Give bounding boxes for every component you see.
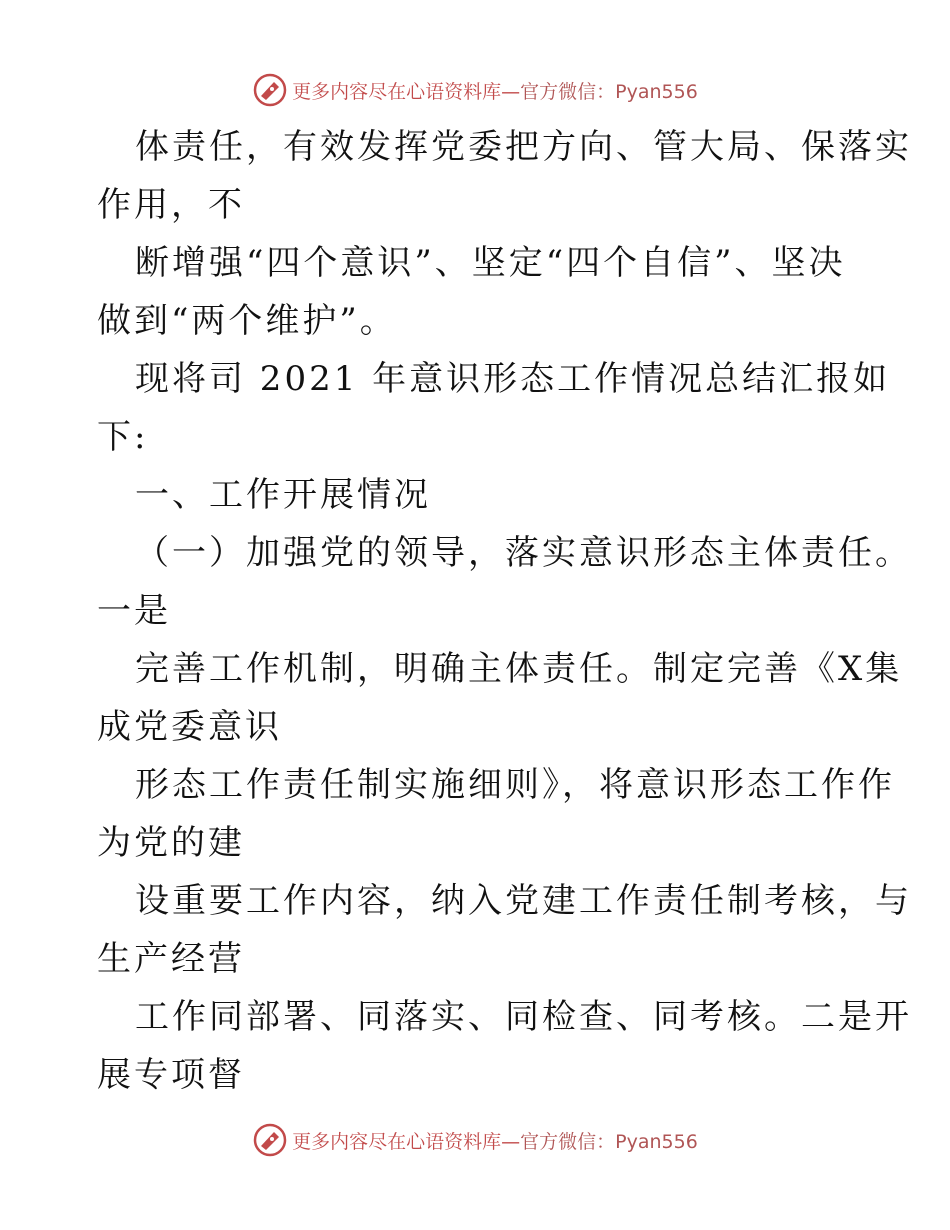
pen-nib-logo-icon — [252, 72, 288, 108]
text-line: 展专项督 — [97, 1055, 245, 1095]
section-heading: 一、工作开展情况 — [135, 475, 431, 515]
text-line: 生产经营 — [97, 939, 245, 979]
banner-site-text: 更多内容尽在心语资料库— — [292, 1130, 521, 1153]
text-line: 断增强“四个意识”、坚定“四个自信”、坚决 — [135, 243, 846, 283]
banner-wechat-text: 官方微信：Pyan556 — [520, 80, 698, 103]
text-line: 作用，不 — [97, 185, 245, 225]
text-line: 工作同部署、同落实、同检查、同考核。二是开 — [135, 997, 912, 1037]
text-line: 成党委意识 — [97, 707, 282, 747]
text-line: 完善工作机制，明确主体责任。制定完善《X集 — [135, 649, 903, 689]
text-line: 做到“两个维护”。 — [97, 301, 397, 341]
banner-site-text: 更多内容尽在心语资料库— — [292, 80, 521, 103]
text-line: 设重要工作内容，纳入党建工作责任制考核，与 — [135, 881, 912, 921]
document-body — [97, 118, 912, 1104]
header-banner — [0, 70, 950, 110]
pen-nib-logo-icon — [252, 1122, 288, 1158]
text-line: 形态工作责任制实施细则》，将意识形态工作作 — [135, 765, 895, 805]
text-line: 为党的建 — [97, 823, 245, 863]
subsection-heading: （一）加强党的领导，落实意识形态主体责任。 — [135, 533, 912, 573]
banner-wechat-text: 官方微信：Pyan556 — [520, 1130, 698, 1153]
text-line: 现将司 2021 年意识形态工作情况总结汇报如 — [135, 359, 891, 399]
text-line: 一是 — [97, 591, 171, 631]
footer-banner — [0, 1120, 950, 1160]
text-line: 下: — [97, 417, 149, 457]
text-line: 体责任，有效发挥党委把方向、管大局、保落实 — [135, 127, 912, 167]
